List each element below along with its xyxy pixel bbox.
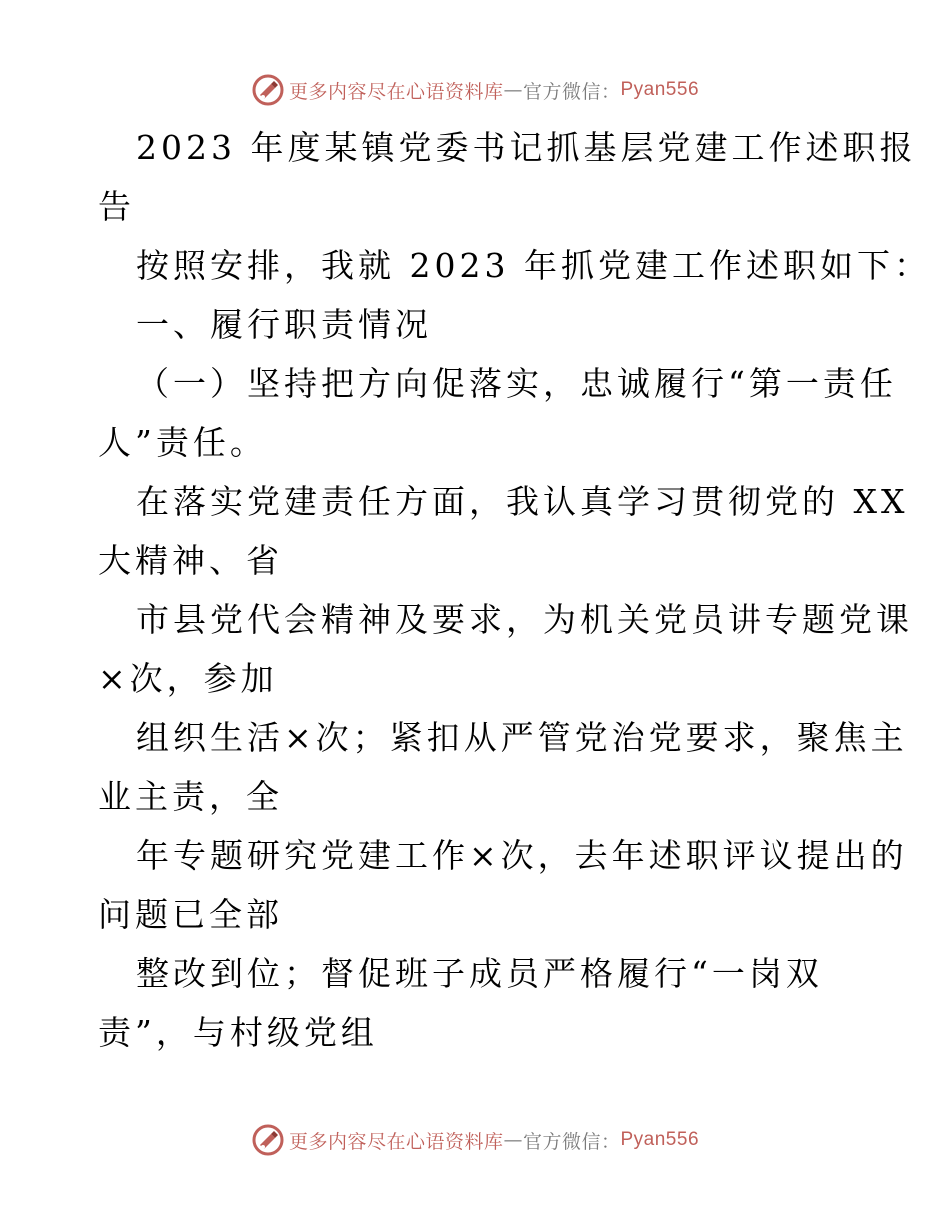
document-paragraph-line: ×次，参加 xyxy=(98,659,278,698)
document-paragraph-line: 组织生活×次；紧扣从严管党治党要求，聚焦主 xyxy=(136,718,908,757)
document-subsection-heading-line-2: 人”责任。 xyxy=(98,423,267,462)
document-paragraph-line: 责”，与村级党组 xyxy=(98,1013,378,1052)
watermark-wechat-label: 官方微信： xyxy=(522,1130,621,1153)
document-body xyxy=(98,118,931,1062)
document-paragraph-line: 大精神、省 xyxy=(98,541,283,580)
watermark-separator: — xyxy=(503,79,523,101)
document-paragraph-line: 业主责，全 xyxy=(98,777,283,816)
document-title-line-2: 告 xyxy=(98,187,135,226)
document-section-heading: 一、履行职责情况 xyxy=(136,305,432,344)
document-subsection-heading-line-1: （一）坚持把方向促落实，忠诚履行“第一责任 xyxy=(136,364,897,403)
watermark-brand-text: 更多内容尽在心语资料库 xyxy=(288,80,504,103)
document-title-line-1: 2023 年度某镇党委书记抓基层党建工作述职报 xyxy=(136,128,917,167)
document-paragraph-line: 在落实党建责任方面，我认真学习贯彻党的 XX xyxy=(136,482,909,521)
header-watermark xyxy=(0,70,950,110)
pen-seal-logo-icon xyxy=(251,73,285,107)
pen-seal-logo-icon xyxy=(251,1123,285,1157)
watermark-wechat-label: 官方微信： xyxy=(522,80,621,103)
document-paragraph-line: 按照安排，我就 2023 年抓党建工作述职如下： xyxy=(136,246,931,285)
document-paragraph-line: 市县党代会精神及要求，为机关党员讲专题党课 xyxy=(136,600,913,639)
footer-watermark xyxy=(0,1120,950,1160)
watermark-separator: — xyxy=(503,1129,523,1151)
watermark-brand-text: 更多内容尽在心语资料库 xyxy=(288,1130,504,1153)
watermark-wechat-id: Pyan556 xyxy=(620,1129,700,1150)
document-paragraph-line: 年专题研究党建工作×次，去年述职评议提出的 xyxy=(136,836,908,875)
document-paragraph-line: 整改到位；督促班子成员严格履行“一岗双 xyxy=(136,954,823,993)
document-paragraph-line: 问题已全部 xyxy=(98,895,283,934)
watermark-wechat-id: Pyan556 xyxy=(620,79,700,100)
